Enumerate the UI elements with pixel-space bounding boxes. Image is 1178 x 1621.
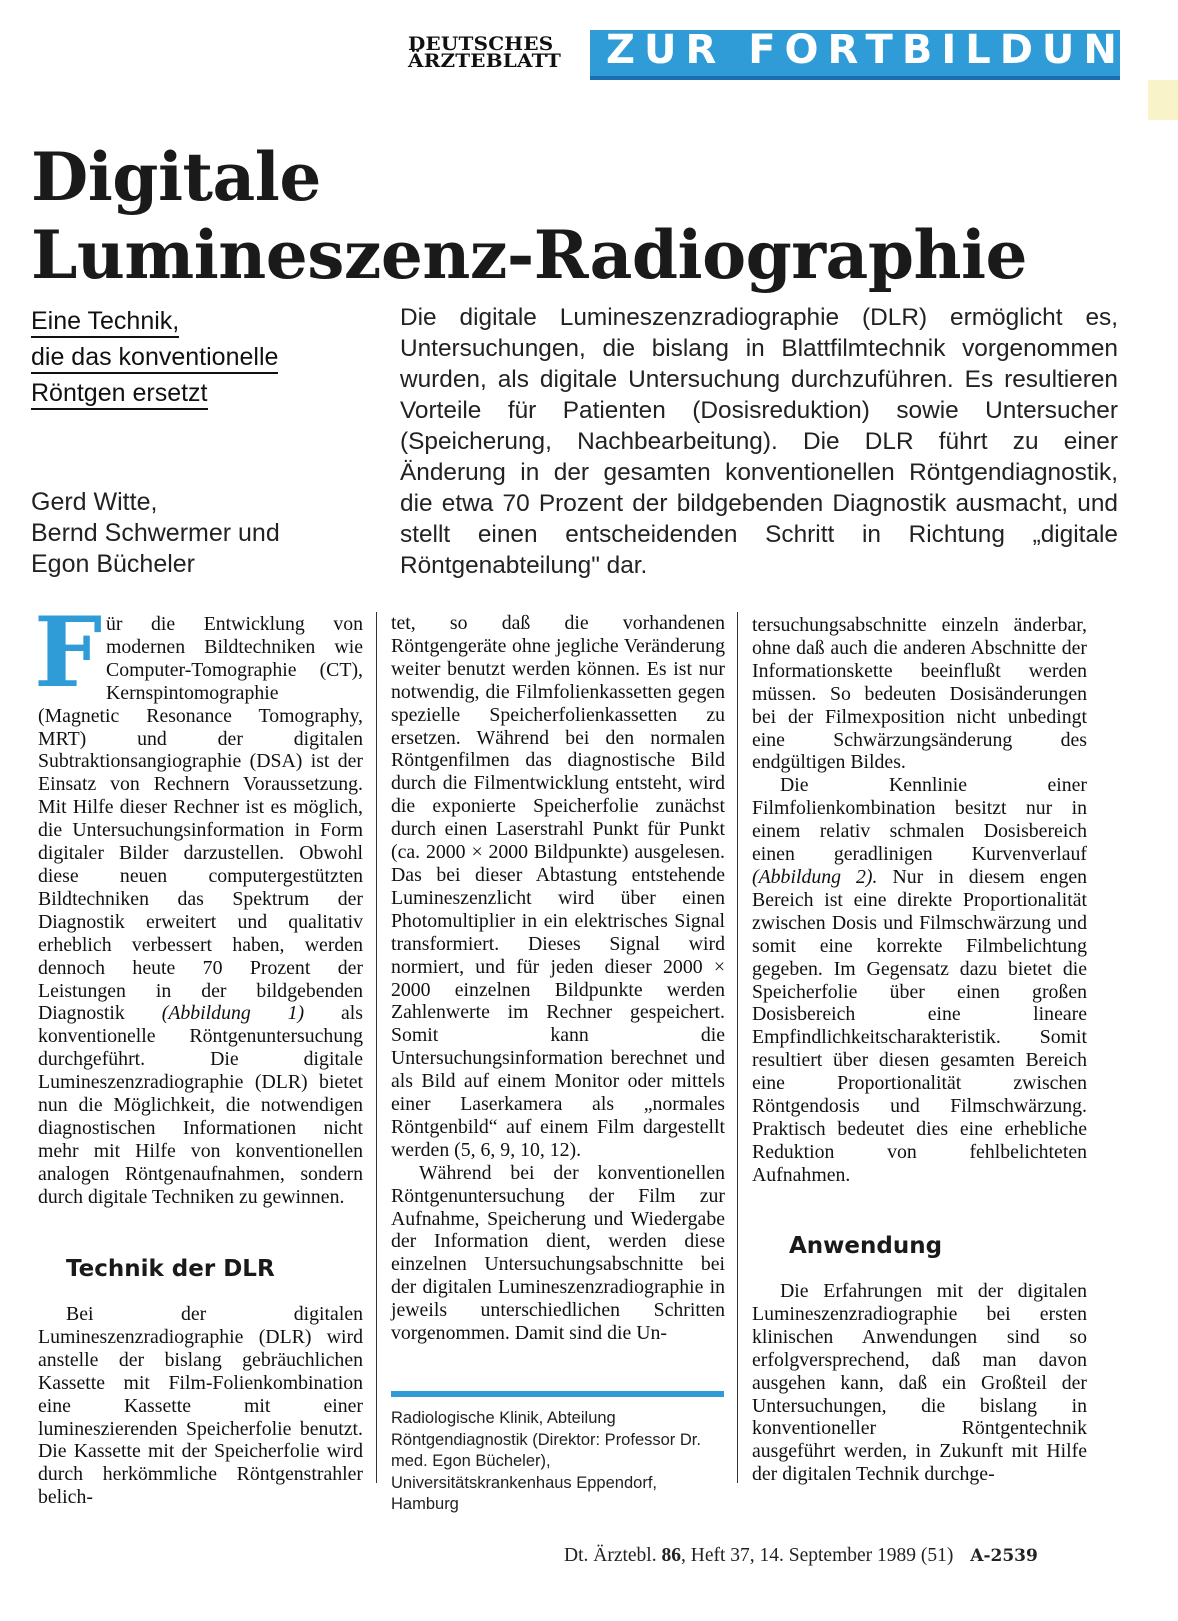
body-paragraph: tet, so daß die vorhandenen Röntgengeräte ohne jegliche Veränderung weiter benutzt werden können. Es ist nur notwendig, die Filmfolienkassetten gegen spezielle Speicherfolienkassetten zu ersetzen. Während bei den normalen Röntgenfilmen das diagnostische Bild durch die Filmentwicklung entsteht, wird die exponierte Speicherfolie zunächst durch einen Laserstrahl Punkt für Punkt (ca. 2000 × 2000 Bildpunkte) ausgelesen. Das bei dieser Abtastung entstehende Lumineszenzlicht wird über einen Photomultiplier in ein elektrisches Signal transformiert. Dieses Signal wird normiert, und für jeden dieser 2000 × 2000 einzelnen Bildpunkte werden Zahlenwerte im Rechner gespeichert. Somit kann die Untersuchungsinformation berechnet und als Bild auf einem Monitor oder mittels einer Laserkamera als „normales Röntgenbild“ auf einem Film dargestellt werden (5, 6, 9, 10, 12). — [391, 612, 725, 1161]
footer-volume: 86 — [661, 1545, 681, 1566]
body-column-1-continued — [38, 1303, 363, 1509]
paragraph-text: ür die Entwicklung von modernen Bildtechniken wie Computer-Tomographie (CT), Kernspintomographie (Magnetic Resonance Tomography, MRT) und der digitalen Subtraktionsangiographie (DSA) ist der Einsatz von Rechnern Voraussetzung. Mit Hilfe dieser Rechner ist es möglich, die Untersuchungsinformation in Form digitaler Bilder darzustellen. Obwohl diese neuen computergestützten Bildtechniken das Spektrum der Diagnostik erweitert und qualitativ erheblich verbessert haben, werden dennoch heute 70 Prozent der Leistungen in der bildgebenden Diagnostik — [38, 613, 363, 1025]
footer-journal: Dt. Ärztebl. — [564, 1545, 657, 1566]
drop-cap: F — [34, 596, 103, 709]
body-column-3-continued — [752, 1280, 1087, 1486]
body-paragraph: tersuchungsabschnitte einzeln änderbar, ohne daß auch die anderen Abschnitte der Informationskette beeinflußt werden müssen. So bedeuten Dosisänderungen bei der Filmexposition nicht unbedingt eine Schwärzungsänderung des endgültigen Bildes. — [752, 614, 1087, 774]
body-paragraph: Während bei der konventionellen Röntgenuntersuchung der Film zur Aufnahme, Speicherung und Wiedergabe der Information dient, werden diese einzelnen Untersuchungsabschnitte bei der digitalen Lumineszenzradiographie in jeweils unterschiedlichen Schritten vorgenommen. Damit sind die Un- — [391, 1161, 725, 1345]
author-affiliation: Radiologische Klinik, Abteilung Röntgendiagnostik (Direktor: Professor Dr. med. Egon Bücheler), Universitätskrankenhaus Eppendorf, Hamburg — [391, 1409, 701, 1513]
headline-line1: Digitale — [31, 138, 321, 216]
rubric-underline — [590, 76, 1120, 80]
rubric-label: ZUR FORTBILDUNG — [606, 27, 1168, 73]
body-column-1 — [34, 596, 364, 1209]
paragraph-text: Die Kennlinie einer Filmfolienkombination besitzt nur in einem relativ schmalen Dosisbereich einen geradlinigen Kurvenverlauf — [752, 774, 1087, 866]
column-divider — [737, 612, 738, 1483]
paragraph-text: als konventionelle Röntgenuntersuchung durchgeführt. Die digitale Lumineszenzradiographie (DLR) bietet nun die Möglichkeit, die notwendigen diagnostischen Informationen nicht mehr mit Hilfe von konventionellen analogen Röntgenaufnahmen, sondern durch digitale Techniken zu gewinnen. — [38, 1002, 364, 1208]
journal-masthead — [408, 33, 587, 72]
journal-name-line2: ÄRZTEBLATT — [408, 50, 562, 72]
article-lead: Die digitale Lumineszenzradiographie (DLR) ermöglicht es, Untersuchungen, die bislang in Blattfilmtechnik vorgenommen wurden, als digitale Untersuchung durchzuführen. Es resultieren Vorteile für Patienten (Dosisreduktion) sowie Untersucher (Speicherung, Nachbearbeitung). Die DLR führt zu einer Änderung in der gesamten konventionellen Röntgendiagnostik, die etwa 70 Prozent der bildgebenden Diagnostik ausmacht, und stellt einen entscheidenden Schritt in Richtung „digitale Röntgenabteilung" dar. — [400, 304, 1118, 579]
section-heading-anwendung: Anwendung — [789, 1233, 943, 1259]
section-heading-technik: Technik der DLR — [66, 1256, 275, 1282]
body-paragraph — [752, 774, 1087, 1186]
article-subtitle — [31, 304, 391, 412]
article-headline — [31, 138, 1131, 294]
page-corner-mark — [1148, 80, 1178, 120]
subtitle-line2: die das konventionelle — [31, 342, 278, 374]
column-divider — [376, 612, 377, 1483]
journal-name-line1: DEUTSCHES — [408, 33, 554, 55]
headline-line2: Lumineszenz-Radiographie — [31, 216, 1028, 294]
affiliation-rule — [391, 1391, 724, 1397]
footer-issue-date: , Heft 37, 14. September 1989 (51) — [680, 1545, 954, 1566]
subtitle-line3: Röntgen ersetzt — [31, 378, 208, 410]
body-column-3 — [752, 614, 1087, 1187]
author-list — [31, 487, 371, 580]
figure-reference: (Abbildung 1) — [161, 1002, 305, 1025]
page-number: A-2539 — [970, 1546, 1038, 1566]
author-line1: Gerd Witte, — [31, 488, 158, 516]
body-paragraph: Die Erfahrungen mit der digitalen Lumineszenzradiographie bei ersten klinischen Anwendungen sind so erfolgversprechend, daß man davon ausgehen kann, daß ein Großteil der Untersuchungen, die bislang in konventioneller Röntgentechnik ausgeführt werden, in Zukunft mit Hilfe der digitalen Technik durchge- — [752, 1280, 1087, 1486]
page-footer — [564, 1545, 1134, 1567]
paragraph-text: Nur in diesem engen Bereich ist eine direkte Proportionalität zwischen Dosis und Filmschwärzung und somit eine korrekte Filmbelichtung gegeben. Im Gegensatz dazu bietet die Speicherfolie über einen großen Dosisbereich eine lineare Empfindlichkeitscharakteristik. Somit resultiert über diesen gesamten Bereich eine Proportionalität zwischen Röntgendosis und Filmschwärzung. Praktisch bedeutet dies eine erhebliche Reduktion von fehlbelichteten Aufnahmen. — [752, 865, 1088, 1186]
author-line3: Egon Bücheler — [31, 550, 196, 578]
subtitle-line1: Eine Technik, — [31, 306, 179, 338]
author-line2: Bernd Schwermer und — [31, 519, 280, 547]
body-paragraph: Bei der digitalen Lumineszenzradiographie (DLR) wird anstelle der bislang gebräuchlichen Kassette mit Film-Folienkombination eine Kassette mit einer lumineszierenden Speicherfolie benutzt. Die Kassette mit der Speicherfolie wird durch herkömmliche Röntgenstrahler belich- — [38, 1303, 363, 1509]
body-paragraph — [34, 596, 364, 1209]
figure-reference: (Abbildung 2). — [752, 865, 878, 888]
body-column-2 — [391, 612, 725, 1345]
